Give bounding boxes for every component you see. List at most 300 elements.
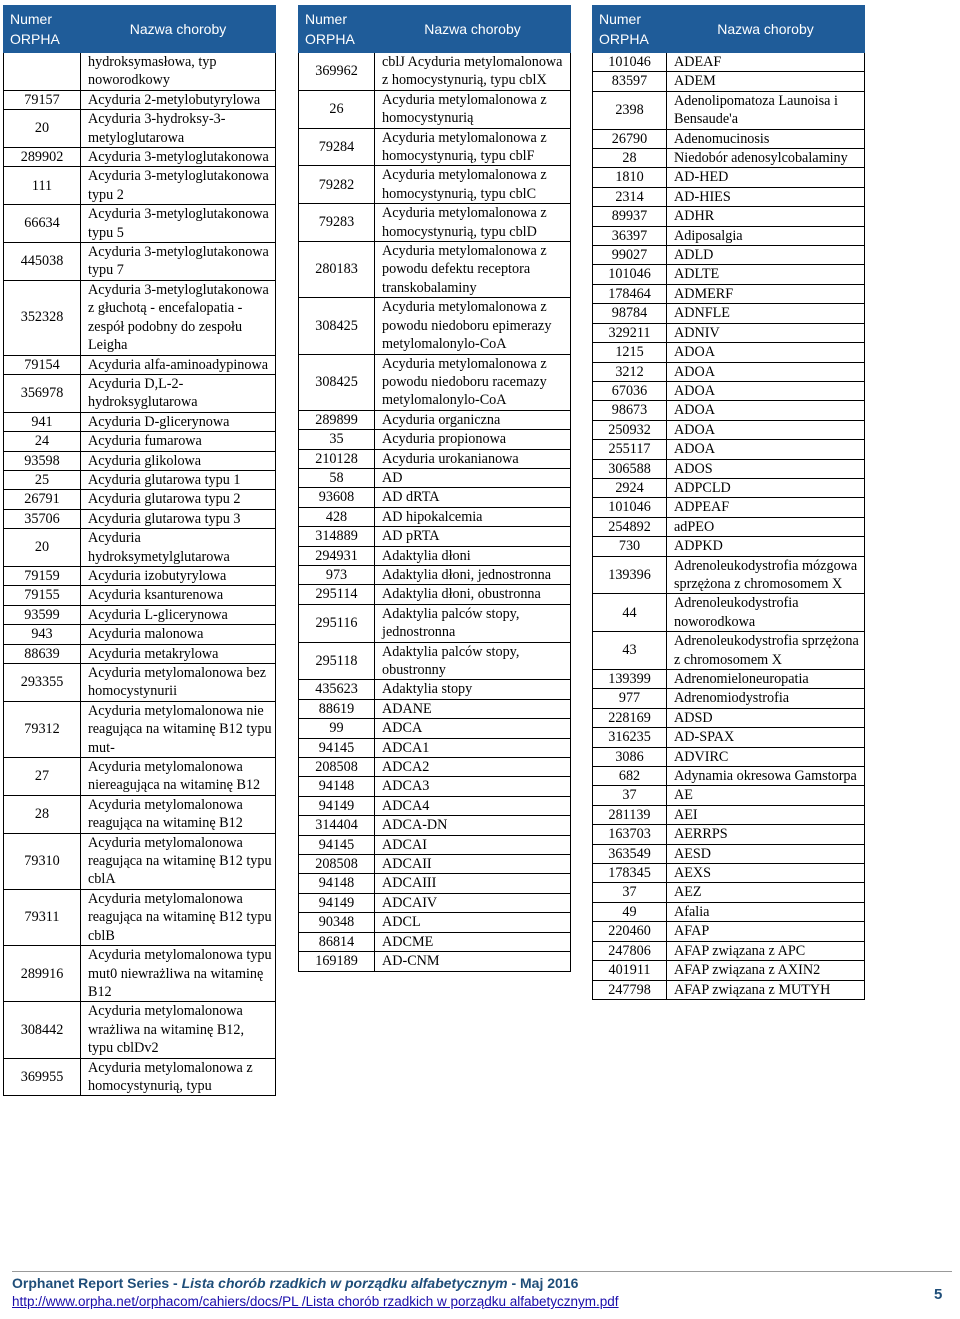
disease-name: ADOA — [667, 401, 865, 420]
orpha-number: 98784 — [593, 304, 667, 323]
table-row — [299, 719, 571, 738]
orpha-number: 25 — [4, 470, 81, 489]
orpha-number: 43 — [593, 632, 667, 670]
disease-name: Acyduria hydroksymetylglutarowa — [81, 529, 276, 567]
table-row — [593, 517, 865, 536]
disease-name: Adiposalgia — [667, 226, 865, 245]
orpha-number: 428 — [299, 507, 375, 526]
orpha-number: 36397 — [593, 226, 667, 245]
table-row — [299, 855, 571, 874]
disease-name: ADPCLD — [667, 478, 865, 497]
footer-doc-title: Lista chorób rzadkich w porządku alfabetycznym — [181, 1275, 508, 1291]
footer-title — [12, 1275, 578, 1291]
table-row — [593, 922, 865, 941]
table-row — [299, 410, 571, 429]
orpha-number: 93599 — [4, 605, 81, 624]
table-row — [593, 478, 865, 497]
table-row — [593, 440, 865, 459]
table-row — [593, 91, 865, 129]
table-row — [4, 148, 276, 167]
table-row — [593, 498, 865, 517]
table-row — [4, 167, 276, 205]
orpha-number: 101046 — [593, 265, 667, 284]
orpha-number: 941 — [4, 412, 81, 431]
disease-name: ADOS — [667, 459, 865, 478]
orpha-number: 295118 — [299, 642, 375, 680]
disease-name: Acyduria 3-metyloglutakonowa z głuchotą - encefalopatia - zespół podobny do zespołu Leigha — [81, 280, 276, 355]
table-row — [4, 451, 276, 470]
table-row — [4, 1058, 276, 1096]
orpha-number: 98673 — [593, 401, 667, 420]
footer-series: Orphanet Report Series - — [12, 1275, 182, 1291]
orpha-number: 363549 — [593, 844, 667, 863]
orpha-number: 99 — [299, 719, 375, 738]
disease-name: ADCAII — [375, 855, 571, 874]
orpha-number: 316235 — [593, 728, 667, 747]
table-row — [4, 490, 276, 509]
orpha-number — [4, 53, 81, 91]
disease-name: Acyduria glikolowa — [81, 451, 276, 470]
orpha-number: 101046 — [593, 53, 667, 72]
disease-name: ADSD — [667, 708, 865, 727]
orpha-number: 79159 — [4, 566, 81, 585]
table-row — [299, 758, 571, 777]
table-row — [299, 204, 571, 242]
disease-name: ADMERF — [667, 284, 865, 303]
orpha-number: 111 — [4, 167, 81, 205]
table-row — [299, 796, 571, 815]
orpha-number: 66634 — [4, 205, 81, 243]
table-row — [299, 546, 571, 565]
disease-name: ADANE — [375, 699, 571, 718]
orpha-number: 314404 — [299, 816, 375, 835]
table-row — [4, 412, 276, 431]
table-row — [593, 556, 865, 594]
table-row — [299, 777, 571, 796]
orpha-number: 79284 — [299, 128, 375, 166]
table-row — [299, 354, 571, 410]
orpha-number: 247798 — [593, 980, 667, 999]
disease-name: Acyduria propionowa — [375, 430, 571, 449]
table-row — [299, 642, 571, 680]
disease-name: Acyduria 2-metylobutyrylowa — [81, 90, 276, 109]
orpha-number: 58 — [299, 468, 375, 487]
disease-table-1 — [3, 5, 276, 1096]
orpha-number: 99027 — [593, 246, 667, 265]
table-row — [4, 664, 276, 702]
orpha-number: 139396 — [593, 556, 667, 594]
table-row — [4, 53, 276, 91]
table-row — [299, 128, 571, 166]
orpha-number: 943 — [4, 625, 81, 644]
orpha-number: 24 — [4, 432, 81, 451]
orpha-number: 20 — [4, 110, 81, 148]
orpha-number: 295114 — [299, 585, 375, 604]
orpha-number: 306588 — [593, 459, 667, 478]
disease-name: ADCA4 — [375, 796, 571, 815]
disease-name: AEXS — [667, 864, 865, 883]
disease-name: AESD — [667, 844, 865, 863]
orpha-number: 44 — [593, 594, 667, 632]
table-row — [593, 72, 865, 91]
header-orpha-number: Numer ORPHA — [593, 6, 667, 53]
disease-name: Acyduria metylomalonowa typu mut0 niewrażliwa na witaminę B12 — [81, 946, 276, 1002]
header-disease-name: Nazwa choroby — [81, 6, 276, 53]
orpha-number: 730 — [593, 537, 667, 556]
disease-name: Adaktylia dłoni, obustronna — [375, 585, 571, 604]
disease-name: ADCAI — [375, 835, 571, 854]
table-row — [4, 795, 276, 833]
disease-name: Acyduria 3-metyloglutakonowa typu 7 — [81, 243, 276, 281]
table-row — [4, 205, 276, 243]
table-row — [593, 168, 865, 187]
table-row — [4, 1002, 276, 1058]
disease-name: ADEAF — [667, 53, 865, 72]
orpha-number: 27 — [4, 758, 81, 796]
disease-name: AFAP — [667, 922, 865, 941]
orpha-number: 178345 — [593, 864, 667, 883]
orpha-number: 88619 — [299, 699, 375, 718]
table-row — [593, 304, 865, 323]
table-row — [593, 980, 865, 999]
table-row — [4, 355, 276, 374]
orpha-number: 220460 — [593, 922, 667, 941]
table-row — [299, 952, 571, 971]
orpha-number: 2924 — [593, 478, 667, 497]
disease-name: ADCA2 — [375, 758, 571, 777]
orpha-number: 28 — [4, 795, 81, 833]
table-row — [4, 110, 276, 148]
disease-name: AFAP związana z MUTYH — [667, 980, 865, 999]
disease-name: Adrenoleukodystrofia sprzężona z chromosomem X — [667, 632, 865, 670]
disease-table-2 — [298, 5, 571, 972]
disease-name: AD-SPAX — [667, 728, 865, 747]
table-row — [299, 604, 571, 642]
table-row — [593, 323, 865, 342]
table-row — [593, 401, 865, 420]
orpha-number: 93608 — [299, 488, 375, 507]
table-row — [299, 468, 571, 487]
table-row — [299, 565, 571, 584]
orpha-number: 973 — [299, 565, 375, 584]
disease-name: Adaktylia palców stopy, jednostronna — [375, 604, 571, 642]
table-row — [299, 585, 571, 604]
orpha-number: 35 — [299, 430, 375, 449]
orpha-number: 94145 — [299, 835, 375, 854]
disease-name: Acyduria metylomalonowa z powodu niedoboru racemazy metylomalonylo-CoA — [375, 354, 571, 410]
orpha-number: 445038 — [4, 243, 81, 281]
table-row — [593, 708, 865, 727]
disease-name: cblJ Acyduria metylomalonowa z homocystynurią, typu cblX — [375, 53, 571, 91]
orpha-number: 308442 — [4, 1002, 81, 1058]
disease-name: adPEO — [667, 517, 865, 536]
table-row — [4, 586, 276, 605]
orpha-number: 37 — [593, 883, 667, 902]
table-row — [593, 265, 865, 284]
orpha-number: 247806 — [593, 941, 667, 960]
table-row — [593, 632, 865, 670]
orpha-number: 89937 — [593, 207, 667, 226]
disease-name: Acyduria metylomalonowa z homocystynurią, typu cblF — [375, 128, 571, 166]
disease-name: Acyduria glutarowa typu 2 — [81, 490, 276, 509]
table-row — [299, 242, 571, 298]
orpha-number: 293355 — [4, 664, 81, 702]
disease-name: Acyduria malonowa — [81, 625, 276, 644]
disease-name: Acyduria 3-metyloglutakonowa typu 5 — [81, 205, 276, 243]
disease-name: Adaktylia dłoni, jednostronna — [375, 565, 571, 584]
disease-name: ADLD — [667, 246, 865, 265]
disease-name: ADOA — [667, 440, 865, 459]
table-row — [593, 149, 865, 168]
orpha-number: 208508 — [299, 758, 375, 777]
disease-name: Acyduria metylomalonowa niereagująca na witaminę B12 — [81, 758, 276, 796]
disease-name: ADPEAF — [667, 498, 865, 517]
disease-name: Acyduria metylomalonowa reagująca na witaminę B12 — [81, 795, 276, 833]
table-column-2 — [298, 5, 571, 972]
disease-name: Adrenoleukodystrofia noworodkowa — [667, 594, 865, 632]
orpha-number: 94148 — [299, 874, 375, 893]
orpha-number: 289902 — [4, 148, 81, 167]
disease-name: hydroksymasłowa, typ noworodkowy — [81, 53, 276, 91]
orpha-number: 90348 — [299, 913, 375, 932]
disease-name: Acyduria metylomalonowa z powodu niedoboru epimerazy metylomalonylo-CoA — [375, 298, 571, 354]
table-row — [299, 527, 571, 546]
disease-name: ADCA3 — [375, 777, 571, 796]
table-row — [593, 747, 865, 766]
table-row — [593, 805, 865, 824]
footer-link[interactable]: http://www.orpha.net/orphacom/cahiers/docs/PL /Lista chorób rzadkich w porządku alfabetycznym.pdf — [12, 1294, 619, 1309]
disease-name: AEZ — [667, 883, 865, 902]
table-row — [4, 758, 276, 796]
orpha-number: 1215 — [593, 343, 667, 362]
table-column-1 — [3, 5, 276, 1096]
disease-name: Adrenomieloneuropatia — [667, 670, 865, 689]
disease-name: ADNFLE — [667, 304, 865, 323]
disease-name: Acyduria metylomalonowa z homocystynurią, typu cblD — [375, 204, 571, 242]
table-row — [593, 864, 865, 883]
header-disease-name: Nazwa choroby — [667, 6, 865, 53]
header-orpha-number: Numer ORPHA — [4, 6, 81, 53]
table-row — [593, 226, 865, 245]
table-row — [4, 374, 276, 412]
disease-name: ADOA — [667, 362, 865, 381]
table-row — [4, 529, 276, 567]
table-row — [593, 284, 865, 303]
orpha-number: 94149 — [299, 893, 375, 912]
table-row — [593, 246, 865, 265]
disease-name: ADCAIV — [375, 893, 571, 912]
orpha-number: 26 — [299, 90, 375, 128]
table-row — [4, 280, 276, 355]
disease-name: AE — [667, 786, 865, 805]
orpha-number: 401911 — [593, 961, 667, 980]
table-row — [593, 902, 865, 921]
orpha-number: 86814 — [299, 932, 375, 951]
table-row — [593, 381, 865, 400]
table-row — [299, 699, 571, 718]
table-row — [4, 470, 276, 489]
orpha-number: 20 — [4, 529, 81, 567]
table-row — [593, 207, 865, 226]
disease-name: ADOA — [667, 420, 865, 439]
disease-name: ADEM — [667, 72, 865, 91]
orpha-number: 308425 — [299, 298, 375, 354]
table-row — [4, 566, 276, 585]
table-row — [299, 816, 571, 835]
orpha-number: 369962 — [299, 53, 375, 91]
table-row — [4, 701, 276, 757]
orpha-number: 329211 — [593, 323, 667, 342]
disease-name: Acyduria metylomalonowa z powodu defektu receptora transkobalaminy — [375, 242, 571, 298]
disease-name: Acyduria fumarowa — [81, 432, 276, 451]
table-row — [593, 728, 865, 747]
disease-name: Acyduria metakrylowa — [81, 644, 276, 663]
orpha-number: 356978 — [4, 374, 81, 412]
disease-name: AD hipokalcemia — [375, 507, 571, 526]
table-row — [4, 90, 276, 109]
orpha-number: 682 — [593, 767, 667, 786]
table-row — [4, 644, 276, 663]
disease-name: AFAP związana z AXIN2 — [667, 961, 865, 980]
table-row — [299, 874, 571, 893]
orpha-number: 26790 — [593, 129, 667, 148]
disease-name: Acyduria metylomalonowa z homocystynurią — [375, 90, 571, 128]
disease-name: AD-HED — [667, 168, 865, 187]
footer-divider — [12, 1271, 952, 1272]
disease-name: Adenolipomatoza Launoisa i Bensaude'a — [667, 91, 865, 129]
disease-name: Acyduria urokanianowa — [375, 449, 571, 468]
orpha-number: 314889 — [299, 527, 375, 546]
table-row — [593, 670, 865, 689]
orpha-number: 93598 — [4, 451, 81, 470]
orpha-number: 1810 — [593, 168, 667, 187]
orpha-number: 79155 — [4, 586, 81, 605]
orpha-number: 228169 — [593, 708, 667, 727]
table-row — [4, 432, 276, 451]
table-row — [593, 883, 865, 902]
disease-name: ADOA — [667, 381, 865, 400]
disease-name: Acyduria metylomalonowa nie reagująca na witaminę B12 typu mut- — [81, 701, 276, 757]
table-row — [4, 509, 276, 528]
table-row — [593, 689, 865, 708]
disease-name: ADCME — [375, 932, 571, 951]
disease-name: ADNIV — [667, 323, 865, 342]
table-row — [593, 825, 865, 844]
disease-name: ADCA — [375, 719, 571, 738]
orpha-number: 79311 — [4, 889, 81, 945]
disease-name: Acyduria organiczna — [375, 410, 571, 429]
table-row — [4, 625, 276, 644]
table-row — [299, 738, 571, 757]
orpha-number: 35706 — [4, 509, 81, 528]
disease-name: Adrenoleukodystrofia mózgowa sprzężona z chromosomem X — [667, 556, 865, 594]
orpha-number: 289899 — [299, 410, 375, 429]
orpha-number: 210128 — [299, 449, 375, 468]
orpha-number: 163703 — [593, 825, 667, 844]
table-row — [4, 946, 276, 1002]
table-row — [299, 298, 571, 354]
orpha-number: 79312 — [4, 701, 81, 757]
orpha-number: 2314 — [593, 187, 667, 206]
disease-name: ADVIRC — [667, 747, 865, 766]
orpha-number: 352328 — [4, 280, 81, 355]
orpha-number: 83597 — [593, 72, 667, 91]
table-row — [593, 187, 865, 206]
table-row — [593, 786, 865, 805]
orpha-number: 254892 — [593, 517, 667, 536]
disease-name: Acyduria D-glicerynowa — [81, 412, 276, 431]
orpha-number: 37 — [593, 786, 667, 805]
table-row — [593, 594, 865, 632]
table-row — [4, 605, 276, 624]
disease-name: Acyduria metylomalonowa reagująca na witaminę B12 typu cblB — [81, 889, 276, 945]
disease-name: Acyduria glutarowa typu 3 — [81, 509, 276, 528]
table-row — [593, 53, 865, 72]
orpha-number: 49 — [593, 902, 667, 921]
table-row — [299, 507, 571, 526]
disease-name: Acyduria 3-metyloglutakonowa typu 2 — [81, 167, 276, 205]
table-row — [4, 243, 276, 281]
disease-name: AD — [375, 468, 571, 487]
disease-name: AEI — [667, 805, 865, 824]
orpha-number: 435623 — [299, 680, 375, 699]
disease-name: ADCA-DN — [375, 816, 571, 835]
table-row — [593, 362, 865, 381]
disease-name: AD pRTA — [375, 527, 571, 546]
table-row — [299, 680, 571, 699]
disease-name: ADCL — [375, 913, 571, 932]
table-row — [593, 129, 865, 148]
disease-name: ADHR — [667, 207, 865, 226]
orpha-number: 101046 — [593, 498, 667, 517]
header-disease-name: Nazwa choroby — [375, 6, 571, 53]
orpha-number: 178464 — [593, 284, 667, 303]
table-row — [299, 488, 571, 507]
disease-name: Acyduria 3-hydroksy-3-metyloglutarowa — [81, 110, 276, 148]
disease-name: Acyduria metylomalonowa wrażliwa na witaminę B12, typu cblDv2 — [81, 1002, 276, 1058]
orpha-number: 294931 — [299, 546, 375, 565]
table-row — [593, 459, 865, 478]
orpha-number: 255117 — [593, 440, 667, 459]
page-number: 5 — [934, 1286, 943, 1303]
orpha-number: 94145 — [299, 738, 375, 757]
disease-name: Adaktylia stopy — [375, 680, 571, 699]
orpha-number: 2398 — [593, 91, 667, 129]
table-row — [299, 913, 571, 932]
disease-name: Adaktylia palców stopy, obustronny — [375, 642, 571, 680]
orpha-number: 67036 — [593, 381, 667, 400]
disease-name: Acyduria 3-metyloglutakonowa — [81, 148, 276, 167]
table-row — [299, 90, 571, 128]
orpha-number: 250932 — [593, 420, 667, 439]
orpha-number: 369955 — [4, 1058, 81, 1096]
disease-name: ADOA — [667, 343, 865, 362]
table-row — [299, 166, 571, 204]
orpha-number: 208508 — [299, 855, 375, 874]
orpha-number: 295116 — [299, 604, 375, 642]
footer-date: - Maj 2016 — [507, 1275, 579, 1291]
disease-name: AD-CNM — [375, 952, 571, 971]
disease-name: AD-HIES — [667, 187, 865, 206]
table-row — [4, 833, 276, 889]
disease-name: ADPKD — [667, 537, 865, 556]
orpha-number: 139399 — [593, 670, 667, 689]
table-row — [299, 430, 571, 449]
orpha-number: 977 — [593, 689, 667, 708]
table-row — [299, 932, 571, 951]
disease-name: Acyduria metylomalonowa z homocystynurią, typu cblC — [375, 166, 571, 204]
disease-name: Niedobór adenosylcobalaminy — [667, 149, 865, 168]
